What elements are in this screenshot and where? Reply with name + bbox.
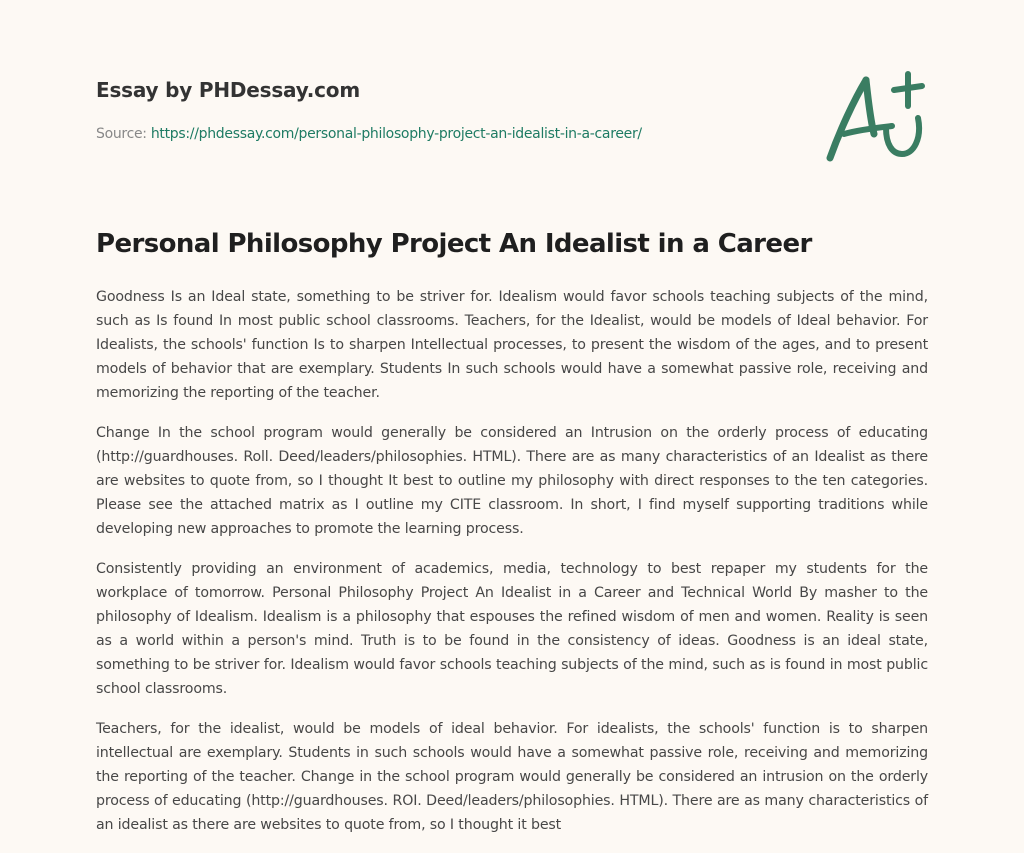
source-line	[96, 124, 796, 144]
source-link[interactable]: https://phdessay.com/personal-philosophy-project-an-idealist-in-a-career/	[150, 126, 642, 142]
page-title: Personal Philosophy Project An Idealist in a Career	[96, 229, 812, 259]
article-paragraph: Change In the school program would generally be considered an Intrusion on the orderly process of educating (http://guardhouses. Roll. Deed/leaders/philosophies. HTML). There are as many characteristics of an Idealist as there are websites to quote from, so I thought It best to outline my philosophy with direct responses to the ten categories. Please see the attached matrix as I outline my CITE classroom. In short, I find myself supporting traditions while developing new approaches to promote the learning process.	[96, 425, 928, 537]
source-label: Source:	[96, 126, 147, 142]
article-paragraph: Teachers, for the idealist, would be models of ideal behavior. For idealists, the schools' function is to sharpen intellectual are exemplary. Students in such schools would have a somewhat passive role, receiving and memorizing the reporting of the teacher. Change in the school program would generally be considered an intrusion on the orderly process of educating (http://guardhouses. ROI. Deed/leaders/philosophies. HTML). There are as many characteristics of an idealist as there are websites to quote from, so I thought it best	[96, 721, 928, 833]
a-plus-grade-icon	[822, 68, 928, 164]
article	[96, 224, 928, 853]
site-header	[96, 76, 796, 144]
article-paragraph: Consistently providing an environment of academics, media, technology to best repaper my students for the workplace of tomorrow. Personal Philosophy Project An Idealist in a Career and Technical World By masher to the philosophy of Idealism. Idealism is a philosophy that espouses the refined wisdom of men and women. Reality is seen as a world within a person's mind. Truth is to be found in the consistency of ideas. Goodness is an ideal state, something to be striver for. Idealism would favor schools teaching subjects of the mind, such as is found in most public school classrooms.	[96, 561, 928, 697]
article-paragraph: Goodness Is an Ideal state, something to be striver for. Idealism would favor schools teaching subjects of the mind, such as Is found In most public school classrooms. Teachers, for the Idealist, would be models of Ideal behavior. For Idealists, the schools' function Is to sharpen Intellectual processes, to present the wisdom of the ages, and to present models of behavior that are exemplary. Students In such schools would have a somewhat passive role, receiving and memorizing the reporting of the teacher.	[96, 289, 928, 401]
site-title: Essay by PHDessay.com	[96, 78, 360, 102]
